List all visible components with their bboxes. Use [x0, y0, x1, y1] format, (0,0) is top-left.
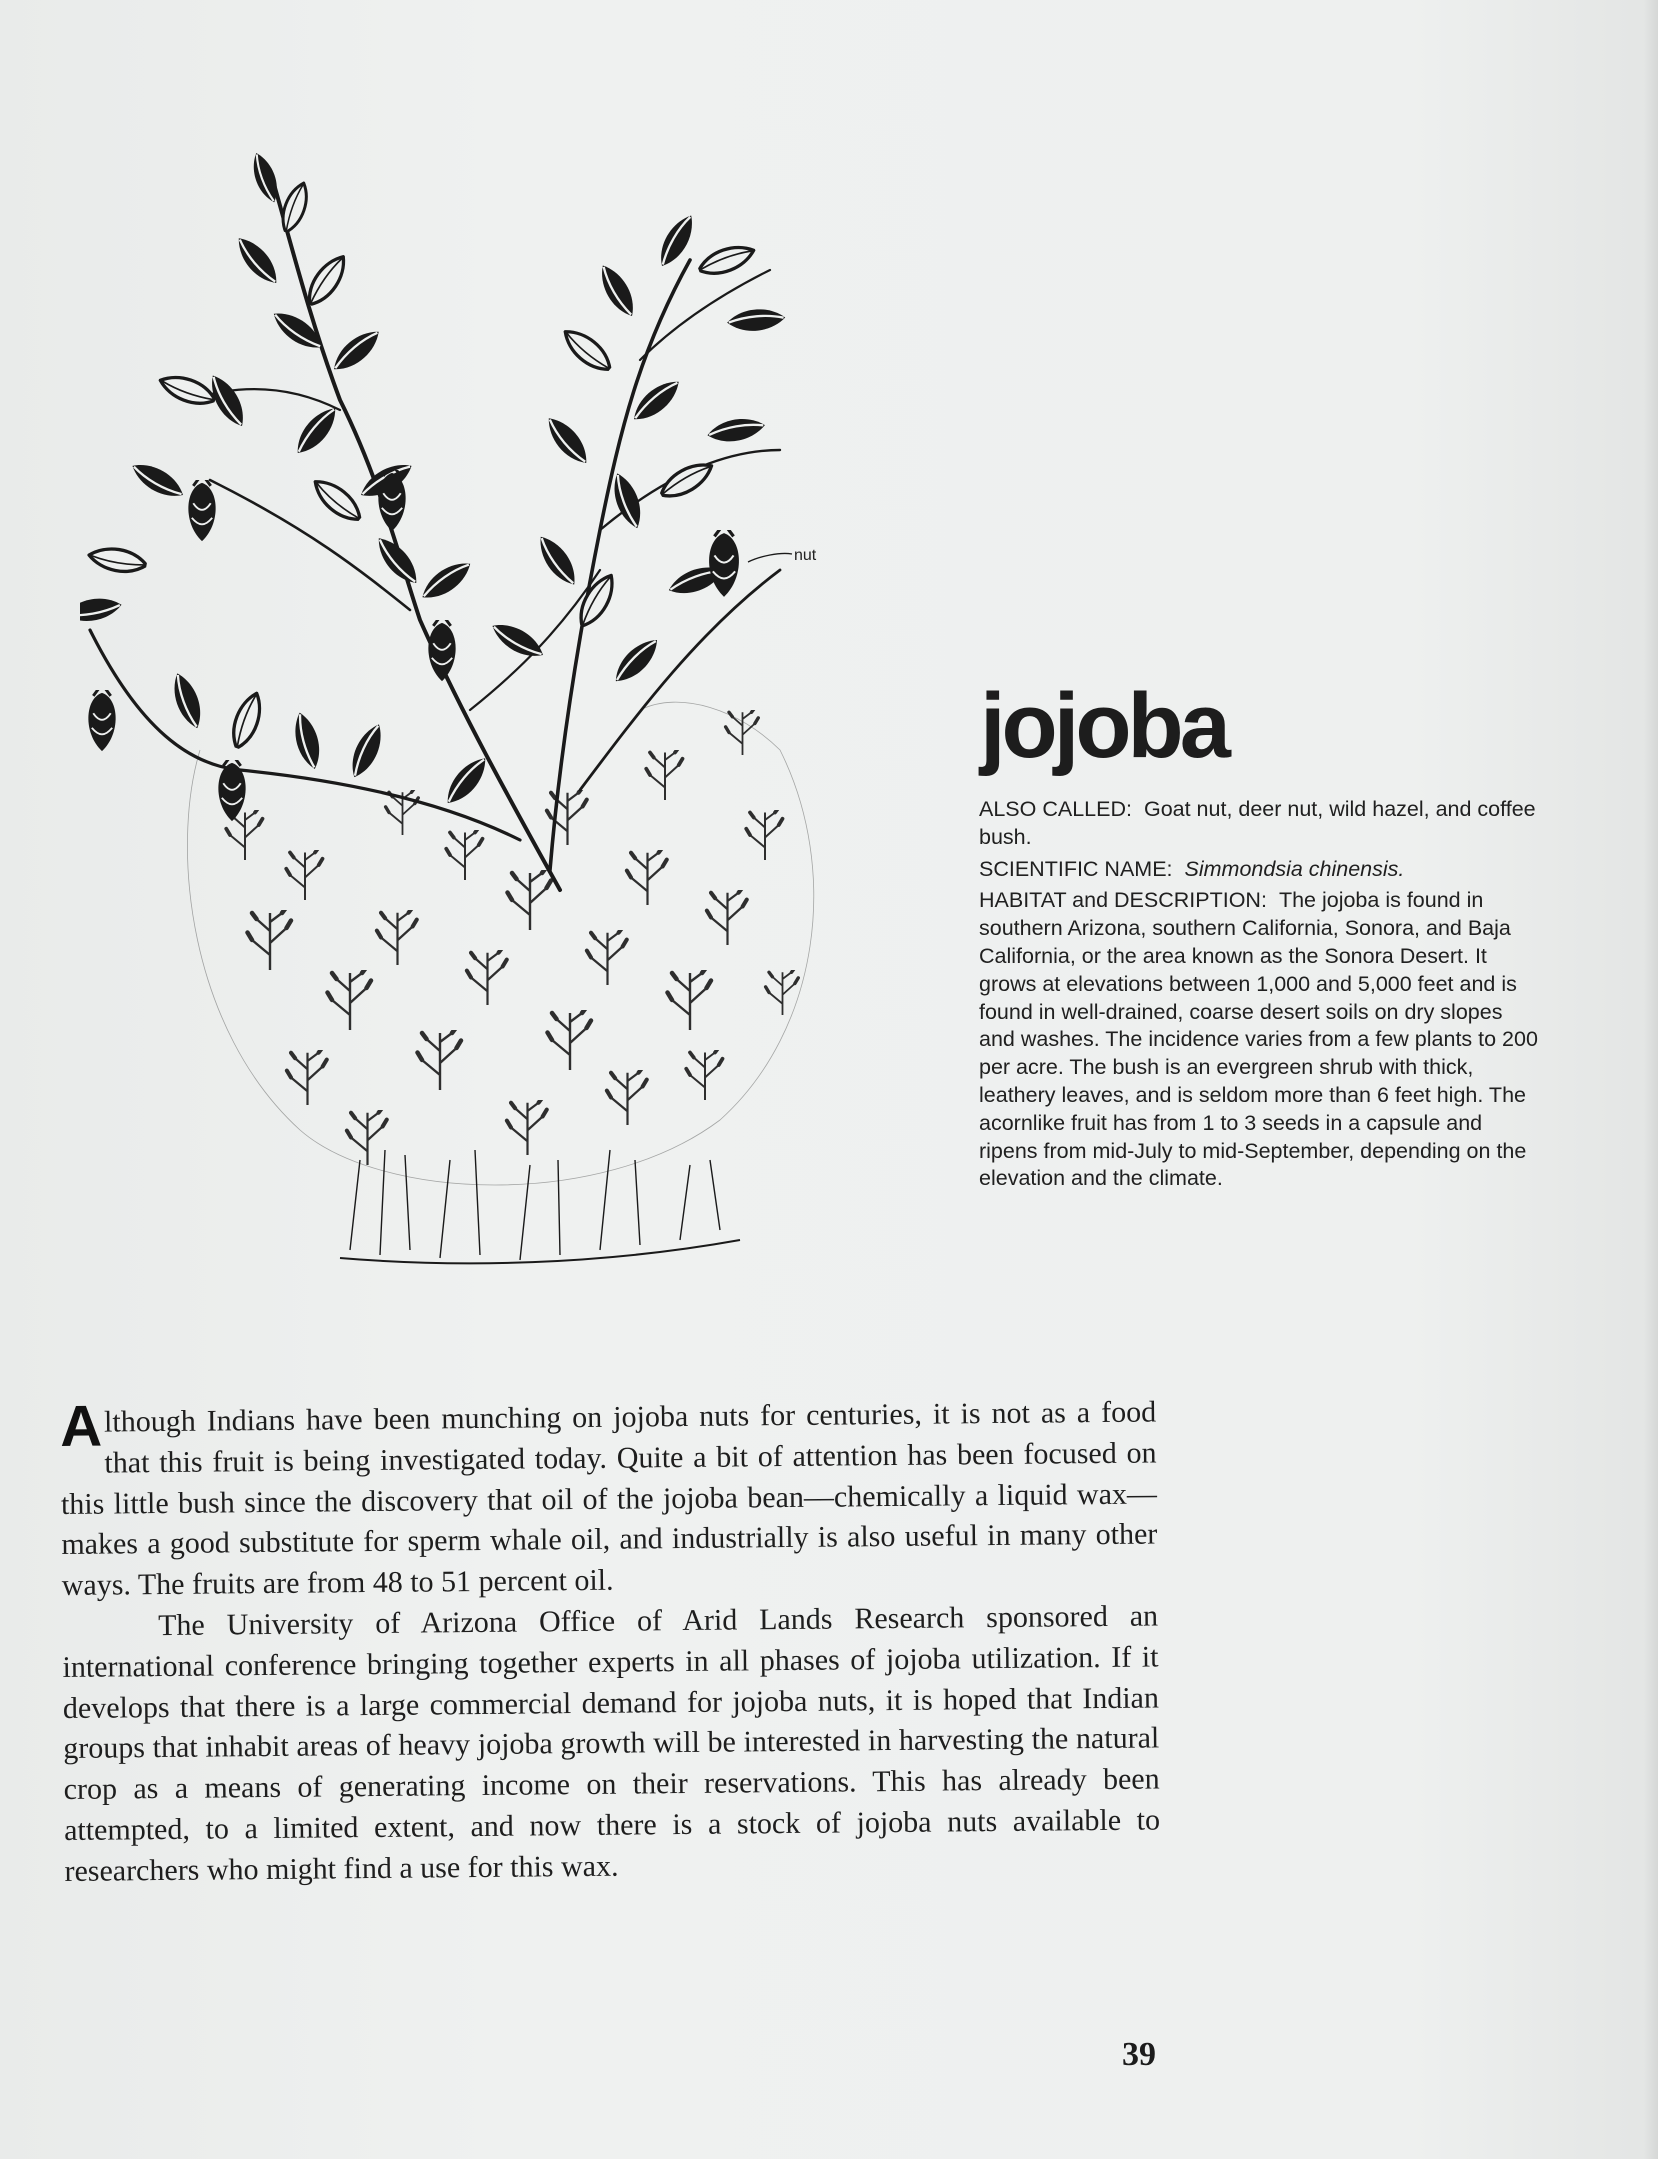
entry-title: jojoba — [980, 675, 1227, 777]
leaves — [80, 150, 786, 810]
page-number: 39 — [1122, 2036, 1156, 2073]
fact-key: SCIENTIFIC NAME: — [979, 856, 1173, 881]
fact-scientific-name — [979, 856, 1539, 884]
jojoba-nuts — [88, 464, 739, 821]
fact-value: Goat nut, deer nut, wild hazel, and coffee bush. — [979, 797, 1536, 849]
nut-callout-line — [748, 553, 792, 562]
branch-stems — [90, 170, 780, 890]
fact-key: HABITAT and DESCRIPTION: — [979, 888, 1267, 913]
drop-cap: A — [59, 1393, 103, 1459]
fact-also-called — [979, 796, 1539, 852]
nut-callout-label: nut — [794, 547, 817, 564]
fact-value: The jojoba is found in southern Arizona, southern California, Sonora, and Baja California, or the area known as the Sonora Desert. It grows at elevations between 1,000 and 5,000 feet and is found in well-drained, coarse desert soils on dry slopes and washes. The incidence varies from a few plants to 200 per acre. The bush is an evergreen shrub with thick, leathery leaves, and is seldom more than 6 feet high. The acornlike fruit has from 1 to 3 seeds in a capsule and ripens from mid-July to mid-September, depending on the elevation and the climate. — [979, 888, 1538, 1191]
page-edge-shadow — [1644, 0, 1658, 2159]
fact-key: ALSO CALLED: — [979, 797, 1132, 821]
jojoba-illustration — [80, 150, 860, 1290]
fact-value: Simmondsia chinensis. — [1184, 856, 1405, 881]
body-text — [60, 1392, 1161, 1892]
entry-facts — [979, 796, 1539, 1197]
shrub-foliage — [187, 702, 813, 1263]
body-paragraph-1 — [60, 1392, 1158, 1606]
body-paragraph-2: The University of Arizona Office of Arid Lands Research sponsored an international conference bringing together experts in all phases of jojoba utilization. If it develops that there is a large commercial demand for jojoba nuts, it is hoped that Indian groups that inhabit areas of heavy jojoba growth will be interested in harvesting the natural crop as a means of generating income on their reservations. This has already been attempted, to a limited extent, and now there is a stock of jojoba nuts available to researchers who might find a use for this wax. — [62, 1599, 1161, 1888]
paragraph-text: lthough Indians have been munching on jojoba nuts for centuries, it is not as a food that this fruit is being investigated today. Quite a bit of attention has been focused on this little bush since the discovery that oil of the jojoba bean—chemically a liquid wax—makes a good substitute for sperm whale oil, and industrially is also useful in many other ways. The fruits are from 48 to 51 percent oil. — [60, 1395, 1158, 1603]
fact-habitat-description — [979, 887, 1539, 1193]
